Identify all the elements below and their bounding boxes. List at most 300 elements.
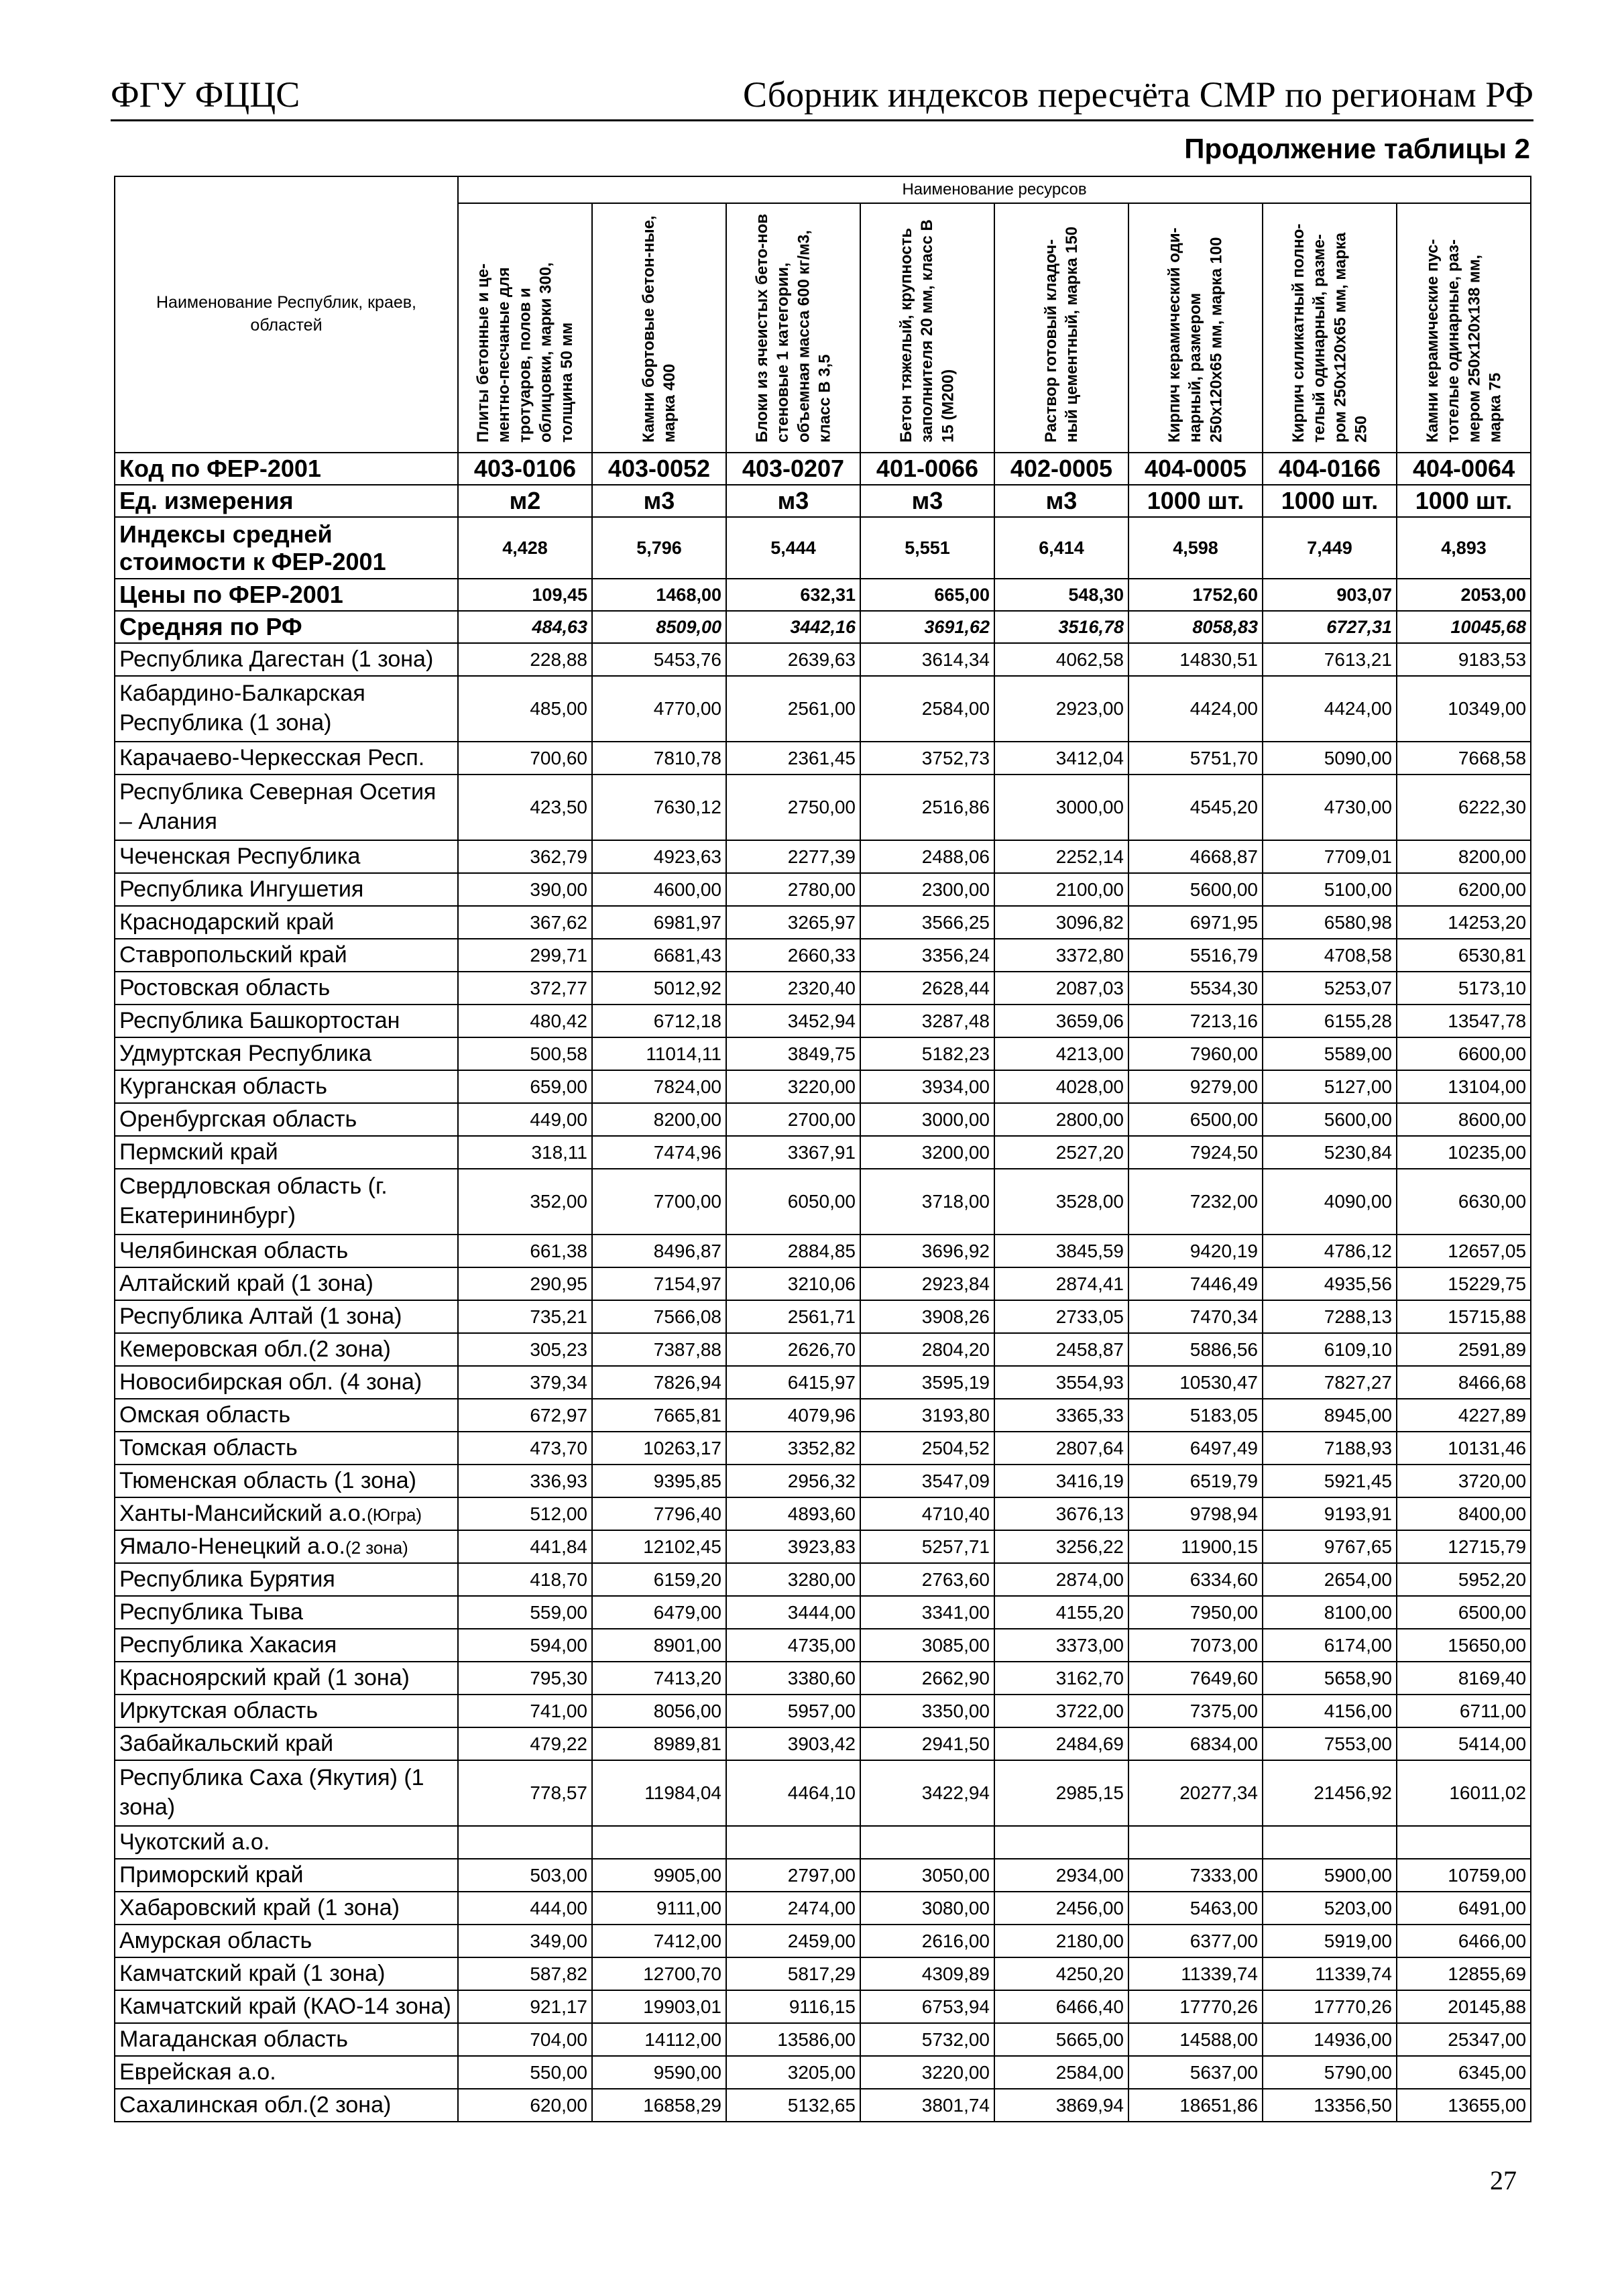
price-cell: 13547,78 — [1397, 1005, 1531, 1037]
region-name — [115, 1990, 458, 2023]
price-cell: 5183,05 — [1128, 1399, 1263, 1432]
region-name-text: Удмуртская Республика — [119, 1040, 372, 1066]
price-cell: 2934,00 — [994, 1859, 1128, 1892]
region-name-text: Курганская область — [119, 1073, 327, 1099]
price-cell: 13655,00 — [1397, 2089, 1531, 2122]
price-cell: 503,00 — [458, 1859, 592, 1892]
price-cell: 6580,98 — [1263, 906, 1397, 939]
price-cell: 367,62 — [458, 906, 592, 939]
price-cell: 3050,00 — [860, 1859, 994, 1892]
price-cell: 6530,81 — [1397, 939, 1531, 972]
price-cell: 3908,26 — [860, 1300, 994, 1333]
table-row — [115, 1465, 1531, 1497]
price-cell: 4424,00 — [1128, 676, 1263, 742]
price-cell: 5453,76 — [592, 643, 726, 676]
region-name — [115, 1859, 458, 1892]
price-cell: 8945,00 — [1263, 1399, 1397, 1432]
table-row — [115, 1432, 1531, 1465]
price-cell: 7470,34 — [1128, 1300, 1263, 1333]
price-cell: 7700,00 — [592, 1169, 726, 1235]
table-row — [115, 676, 1531, 742]
price-cell: 5253,07 — [1263, 972, 1397, 1005]
region-name — [115, 1957, 458, 1990]
resource-name: Кирпич керамический оди-нарный, размером 250х120х65 мм, марка 100 — [1165, 227, 1226, 443]
region-name-text: Республика Ингушетия — [119, 876, 364, 902]
price-cell: 11339,74 — [1263, 1957, 1397, 1990]
price-cell: 7924,50 — [1128, 1136, 1263, 1169]
unit-row — [115, 485, 1531, 517]
price-cell: 228,88 — [458, 643, 592, 676]
price-cell: 4710,40 — [860, 1497, 994, 1530]
index-row-value: 5,444 — [726, 517, 860, 579]
price-cell: 6466,00 — [1397, 1925, 1531, 1957]
region-name-text: Чеченская Республика — [119, 843, 361, 869]
header-org: ФГУ ФЦЦС — [111, 74, 300, 115]
price-cell: 2504,52 — [860, 1432, 994, 1465]
price-cell: 921,17 — [458, 1990, 592, 2023]
average-row-value: 3691,62 — [860, 611, 994, 643]
resource-column-header — [860, 203, 994, 453]
table-row — [115, 1957, 1531, 1990]
price-cell: 7668,58 — [1397, 742, 1531, 775]
unit-row-value: м3 — [860, 485, 994, 517]
price-cell: 17770,26 — [1128, 1990, 1263, 2023]
price-cell: 5090,00 — [1263, 742, 1397, 775]
price-cell: 6050,00 — [726, 1169, 860, 1235]
table-row — [115, 1826, 1531, 1859]
table-row — [115, 1103, 1531, 1136]
price-cell: 12657,05 — [1397, 1235, 1531, 1267]
region-name — [115, 1235, 458, 1267]
region-name-text: Республика Хакасия — [119, 1631, 337, 1658]
region-name — [115, 1037, 458, 1070]
price-row — [115, 579, 1531, 611]
price-cell: 700,60 — [458, 742, 592, 775]
price-cell: 15715,88 — [1397, 1300, 1531, 1333]
price-cell: 2800,00 — [994, 1103, 1128, 1136]
price-cell: 11984,04 — [592, 1760, 726, 1826]
region-name — [115, 1892, 458, 1925]
price-cell: 2654,00 — [1263, 1563, 1397, 1596]
price-cell: 13586,00 — [726, 2023, 860, 2056]
price-cell: 3000,00 — [994, 775, 1128, 840]
price-cell: 659,00 — [458, 1070, 592, 1103]
region-name-text: Челябинская область — [119, 1237, 349, 1263]
price-cell: 19903,01 — [592, 1990, 726, 2023]
price-cell — [458, 1826, 592, 1859]
price-cell: 4735,00 — [726, 1629, 860, 1662]
average-row-value: 3442,16 — [726, 611, 860, 643]
price-cell: 2584,00 — [994, 2056, 1128, 2089]
price-cell: 10759,00 — [1397, 1859, 1531, 1892]
price-cell: 3365,33 — [994, 1399, 1128, 1432]
price-cell: 8989,81 — [592, 1727, 726, 1760]
price-cell: 9395,85 — [592, 1465, 726, 1497]
price-cell: 3718,00 — [860, 1169, 994, 1235]
table-row — [115, 2056, 1531, 2089]
region-name-text: Республика Башкортостан — [119, 1007, 400, 1033]
price-cell: 5900,00 — [1263, 1859, 1397, 1892]
price-cell: 3352,82 — [726, 1432, 860, 1465]
price-cell: 449,00 — [458, 1103, 592, 1136]
region-name-text: Новосибирская обл. (4 зона) — [119, 1369, 422, 1395]
price-cell: 6415,97 — [726, 1366, 860, 1399]
price-cell: 318,11 — [458, 1136, 592, 1169]
price-index-table — [114, 176, 1531, 2122]
price-cell: 7188,93 — [1263, 1432, 1397, 1465]
price-cell: 379,34 — [458, 1366, 592, 1399]
price-cell: 6834,00 — [1128, 1727, 1263, 1760]
price-cell: 4156,00 — [1263, 1695, 1397, 1727]
region-name — [115, 939, 458, 972]
price-cell: 5658,90 — [1263, 1662, 1397, 1695]
price-cell: 7413,20 — [592, 1662, 726, 1695]
price-cell: 6500,00 — [1397, 1596, 1531, 1629]
region-name — [115, 1005, 458, 1037]
region-name — [115, 1366, 458, 1399]
price-cell: 25347,00 — [1397, 2023, 1531, 2056]
average-row-label: Средняя по РФ — [115, 611, 458, 643]
code-row-label: Код по ФЕР-2001 — [115, 453, 458, 485]
region-name-text: Магаданская область — [119, 2026, 348, 2052]
table-row — [115, 1399, 1531, 1432]
price-cell: 2484,69 — [994, 1727, 1128, 1760]
price-cell: 14830,51 — [1128, 643, 1263, 676]
price-cell: 14588,00 — [1128, 2023, 1263, 2056]
price-cell: 4730,00 — [1263, 775, 1397, 840]
price-cell: 5132,65 — [726, 2089, 860, 2122]
price-cell: 2616,00 — [860, 1925, 994, 1957]
price-cell: 3722,00 — [994, 1695, 1128, 1727]
price-cell: 10131,46 — [1397, 1432, 1531, 1465]
region-name-text: Ставропольский край — [119, 941, 347, 968]
region-name — [115, 2056, 458, 2089]
region-name-text: Забайкальский край — [119, 1730, 334, 1756]
price-cell: 3265,97 — [726, 906, 860, 939]
price-cell: 4770,00 — [592, 676, 726, 742]
unit-row-value: 1000 шт. — [1397, 485, 1531, 517]
price-cell: 2087,03 — [994, 972, 1128, 1005]
price-cell: 12855,69 — [1397, 1957, 1531, 1990]
price-cell: 2923,84 — [860, 1267, 994, 1300]
price-row-value: 903,07 — [1263, 579, 1397, 611]
price-cell: 14936,00 — [1263, 2023, 1397, 2056]
header-divider — [111, 119, 1533, 121]
price-cell: 2626,70 — [726, 1333, 860, 1366]
price-cell: 4250,20 — [994, 1957, 1128, 1990]
price-cell: 6109,10 — [1263, 1333, 1397, 1366]
price-cell: 6466,40 — [994, 1990, 1128, 2023]
region-name — [115, 1760, 458, 1826]
price-cell: 5463,00 — [1128, 1892, 1263, 1925]
price-cell: 3205,00 — [726, 2056, 860, 2089]
price-cell: 7213,16 — [1128, 1005, 1263, 1037]
price-cell: 8200,00 — [592, 1103, 726, 1136]
price-cell: 299,71 — [458, 939, 592, 972]
page-number: 27 — [1490, 2165, 1517, 2195]
price-row-value: 109,45 — [458, 579, 592, 611]
unit-row-value: м2 — [458, 485, 592, 517]
price-cell — [592, 1826, 726, 1859]
region-name — [115, 643, 458, 676]
price-cell: 362,79 — [458, 840, 592, 873]
price-cell: 6600,00 — [1397, 1037, 1531, 1070]
region-name — [115, 1333, 458, 1366]
price-cell: 7446,49 — [1128, 1267, 1263, 1300]
resource-column-header — [726, 203, 860, 453]
region-name-text: Сахалинская обл.(2 зона) — [119, 2092, 392, 2118]
price-cell: 2733,05 — [994, 1300, 1128, 1333]
table-row — [115, 1925, 1531, 1957]
region-name-text: Приморский край — [119, 1861, 304, 1888]
price-cell: 3801,74 — [860, 2089, 994, 2122]
price-cell: 7810,78 — [592, 742, 726, 775]
price-cell: 473,70 — [458, 1432, 592, 1465]
price-cell: 9798,94 — [1128, 1497, 1263, 1530]
price-cell: 9905,00 — [592, 1859, 726, 1892]
price-cell: 6497,49 — [1128, 1432, 1263, 1465]
price-cell: 3373,00 — [994, 1629, 1128, 1662]
table-row — [115, 1333, 1531, 1366]
price-cell: 5230,84 — [1263, 1136, 1397, 1169]
price-cell: 4028,00 — [994, 1070, 1128, 1103]
price-cell — [726, 1826, 860, 1859]
price-cell: 20277,34 — [1128, 1760, 1263, 1826]
price-cell: 7412,00 — [592, 1925, 726, 1957]
price-cell: 735,21 — [458, 1300, 592, 1333]
price-cell: 418,70 — [458, 1563, 592, 1596]
price-cell: 7073,00 — [1128, 1629, 1263, 1662]
price-cell: 7333,00 — [1128, 1859, 1263, 1892]
table-row — [115, 1267, 1531, 1300]
price-cell: 620,00 — [458, 2089, 592, 2122]
price-cell: 2561,00 — [726, 676, 860, 742]
price-cell: 5414,00 — [1397, 1727, 1531, 1760]
price-cell: 778,57 — [458, 1760, 592, 1826]
price-cell: 2456,00 — [994, 1892, 1128, 1925]
table-continuation-label: Продолжение таблицы 2 — [1184, 133, 1530, 164]
price-cell: 8056,00 — [592, 1695, 726, 1727]
price-cell: 2300,00 — [860, 873, 994, 906]
price-cell: 13356,50 — [1263, 2089, 1397, 2122]
table-row — [115, 1300, 1531, 1333]
table-row — [115, 873, 1531, 906]
region-column-header: Наименование Республик, краев, областей — [115, 176, 458, 453]
resource-name: Плиты бетонные и це-ментно-песчаные для тротуаров, полов и облицовки, марки 300, толщина 50 мм — [474, 262, 576, 443]
price-cell: 7630,12 — [592, 775, 726, 840]
price-cell: 3528,00 — [994, 1169, 1128, 1235]
price-cell: 3595,19 — [860, 1366, 994, 1399]
region-name — [115, 1399, 458, 1432]
region-name-text: Иркутская область — [119, 1697, 318, 1723]
region-name — [115, 1169, 458, 1235]
price-cell: 4708,58 — [1263, 939, 1397, 972]
price-cell: 9767,65 — [1263, 1530, 1397, 1563]
average-row-value: 10045,68 — [1397, 611, 1531, 643]
region-name-suffix: (2 зона) — [345, 1537, 408, 1558]
price-cell: 2474,00 — [726, 1892, 860, 1925]
price-cell: 2884,85 — [726, 1235, 860, 1267]
price-cell: 10349,00 — [1397, 676, 1531, 742]
price-cell: 2874,41 — [994, 1267, 1128, 1300]
price-cell: 5732,00 — [860, 2023, 994, 2056]
table-row — [115, 1530, 1531, 1563]
region-name-text: Краснодарский край — [119, 909, 335, 935]
header-title: Сборник индексов пересчёта СМР по регионам РФ — [743, 74, 1533, 115]
price-cell: 2488,06 — [860, 840, 994, 873]
resource-column-header — [592, 203, 726, 453]
price-cell: 6155,28 — [1263, 1005, 1397, 1037]
region-name — [115, 676, 458, 742]
region-name — [115, 906, 458, 939]
price-cell: 3380,60 — [726, 1662, 860, 1695]
price-cell: 3752,73 — [860, 742, 994, 775]
price-cell: 6519,79 — [1128, 1465, 1263, 1497]
price-cell: 4464,10 — [726, 1760, 860, 1826]
price-cell: 512,00 — [458, 1497, 592, 1530]
region-name — [115, 873, 458, 906]
code-row-value: 403-0207 — [726, 453, 860, 485]
index-row — [115, 517, 1531, 579]
region-name-text: Республика Бурятия — [119, 1566, 335, 1592]
price-cell — [994, 1826, 1128, 1859]
price-cell: 3903,42 — [726, 1727, 860, 1760]
price-cell: 5600,00 — [1263, 1103, 1397, 1136]
price-cell: 2277,39 — [726, 840, 860, 873]
average-row-value: 8509,00 — [592, 611, 726, 643]
price-cell: 7232,00 — [1128, 1169, 1263, 1235]
price-cell: 6712,18 — [592, 1005, 726, 1037]
table-row — [115, 2023, 1531, 2056]
price-cell: 3923,83 — [726, 1530, 860, 1563]
price-cell: 7613,21 — [1263, 643, 1397, 676]
price-cell: 2780,00 — [726, 873, 860, 906]
region-name-text: Республика Саха (Якутия) (1 зона) — [119, 1765, 424, 1820]
region-name — [115, 1629, 458, 1662]
resource-column-header — [1397, 203, 1531, 453]
price-cell: 587,82 — [458, 1957, 592, 1990]
price-cell: 4062,58 — [994, 643, 1128, 676]
price-cell: 2660,33 — [726, 939, 860, 972]
region-name-text: Тюменская область (1 зона) — [119, 1467, 416, 1493]
price-cell: 5173,10 — [1397, 972, 1531, 1005]
price-cell: 7375,00 — [1128, 1695, 1263, 1727]
unit-row-value: 1000 шт. — [1128, 485, 1263, 517]
price-row-value: 665,00 — [860, 579, 994, 611]
price-cell: 2941,50 — [860, 1727, 994, 1760]
resources-group-header: Наименование ресурсов — [458, 176, 1531, 203]
price-cell: 16011,02 — [1397, 1760, 1531, 1826]
price-cell: 2458,87 — [994, 1333, 1128, 1366]
code-row — [115, 453, 1531, 485]
price-cell: 4668,87 — [1128, 840, 1263, 873]
region-name — [115, 742, 458, 775]
region-name — [115, 840, 458, 873]
price-cell: 2459,00 — [726, 1925, 860, 1957]
price-cell: 349,00 — [458, 1925, 592, 1957]
price-cell: 3444,00 — [726, 1596, 860, 1629]
table-row — [115, 2089, 1531, 2122]
price-cell: 7288,13 — [1263, 1300, 1397, 1333]
index-row-value: 4,598 — [1128, 517, 1263, 579]
price-cell: 672,97 — [458, 1399, 592, 1432]
price-row-value: 1468,00 — [592, 579, 726, 611]
price-cell: 7665,81 — [592, 1399, 726, 1432]
price-cell: 479,22 — [458, 1727, 592, 1760]
price-cell: 2591,89 — [1397, 1333, 1531, 1366]
price-cell: 7649,60 — [1128, 1662, 1263, 1695]
price-cell: 2662,90 — [860, 1662, 994, 1695]
price-cell: 2923,00 — [994, 676, 1128, 742]
price-cell: 3869,94 — [994, 2089, 1128, 2122]
index-row-value: 5,551 — [860, 517, 994, 579]
region-name — [115, 2023, 458, 2056]
price-cell: 6345,00 — [1397, 2056, 1531, 2089]
index-row-value: 4,428 — [458, 517, 592, 579]
price-cell: 21456,92 — [1263, 1760, 1397, 1826]
price-cell: 3350,00 — [860, 1695, 994, 1727]
price-cell: 2100,00 — [994, 873, 1128, 906]
price-cell: 7824,00 — [592, 1070, 726, 1103]
resource-column-header — [994, 203, 1128, 453]
region-name — [115, 2089, 458, 2122]
price-cell: 7387,88 — [592, 1333, 726, 1366]
price-cell: 16858,29 — [592, 2089, 726, 2122]
price-cell: 10263,17 — [592, 1432, 726, 1465]
price-cell — [1397, 1826, 1531, 1859]
price-cell: 3096,82 — [994, 906, 1128, 939]
region-name — [115, 1925, 458, 1957]
table-row — [115, 1662, 1531, 1695]
price-cell: 10235,00 — [1397, 1136, 1531, 1169]
price-cell: 2750,00 — [726, 775, 860, 840]
price-cell: 6200,00 — [1397, 873, 1531, 906]
price-cell: 5127,00 — [1263, 1070, 1397, 1103]
price-cell: 10530,47 — [1128, 1366, 1263, 1399]
code-row-value: 402-0005 — [994, 453, 1128, 485]
price-cell: 3566,25 — [860, 906, 994, 939]
price-cell: 3614,34 — [860, 643, 994, 676]
price-cell: 3210,06 — [726, 1267, 860, 1300]
price-cell: 480,42 — [458, 1005, 592, 1037]
price-cell: 14112,00 — [592, 2023, 726, 2056]
price-cell: 7826,94 — [592, 1366, 726, 1399]
price-cell: 8901,00 — [592, 1629, 726, 1662]
price-cell: 2628,44 — [860, 972, 994, 1005]
price-cell: 3193,80 — [860, 1399, 994, 1432]
region-name-text: Кемеровская обл.(2 зона) — [119, 1336, 391, 1362]
price-cell: 594,00 — [458, 1629, 592, 1662]
price-cell: 5665,00 — [994, 2023, 1128, 2056]
table-row — [115, 643, 1531, 676]
price-cell: 4545,20 — [1128, 775, 1263, 840]
price-cell: 14253,20 — [1397, 906, 1531, 939]
table-row — [115, 1727, 1531, 1760]
region-name-text: Республика Алтай (1 зона) — [119, 1303, 402, 1329]
price-cell: 2516,86 — [860, 775, 994, 840]
price-cell: 2985,15 — [994, 1760, 1128, 1826]
price-cell: 8466,68 — [1397, 1366, 1531, 1399]
table-row — [115, 1366, 1531, 1399]
price-cell: 11339,74 — [1128, 1957, 1263, 1990]
table-row — [115, 906, 1531, 939]
price-cell: 6222,30 — [1397, 775, 1531, 840]
region-name — [115, 1695, 458, 1727]
region-name-text: Камчатский край (1 зона) — [119, 1960, 386, 1986]
price-cell: 7474,96 — [592, 1136, 726, 1169]
price-cell: 3000,00 — [860, 1103, 994, 1136]
price-cell: 5637,00 — [1128, 2056, 1263, 2089]
